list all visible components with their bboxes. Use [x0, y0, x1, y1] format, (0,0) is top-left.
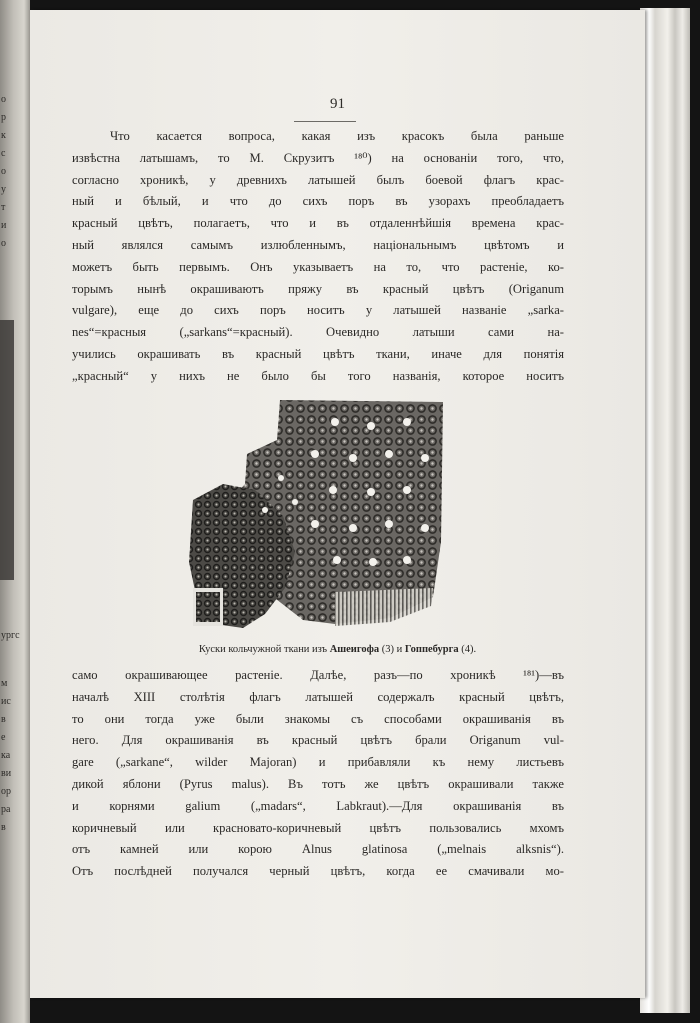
left-page-text-fragment: о — [1, 166, 6, 177]
fabric-fringe — [335, 588, 433, 626]
text-line: „красный“ у нихъ не было бы того названія, которое носитъ — [72, 368, 564, 383]
caption-place-1: Ашеигофа — [329, 644, 380, 655]
left-page-text-fragment: в — [1, 714, 6, 725]
left-page-text-fragment: к — [1, 130, 6, 141]
text-line: gare („sarkane“, wilder Majoran) и прибавляли къ нему листьевъ — [72, 755, 564, 770]
text-line: и корнями galium („madars“, Labkraut).—Для окрашиванія въ — [72, 798, 564, 813]
text-line: красный цвѣтъ, полагаетъ, что и въ отдаленнѣйшія времена крас- — [72, 216, 564, 231]
left-page-text-fragment: с — [1, 148, 6, 159]
text-line: отъ камней или корою Alnus glatinosa („melnais alksnis“). — [72, 842, 564, 857]
left-page-text-fragment: ургс — [1, 630, 20, 641]
small-fragment-inset — [193, 588, 223, 626]
mail-fabric-illustration — [185, 392, 447, 634]
left-page-text-fragment: в — [1, 822, 6, 833]
text-line: учились окрашивать въ красный цвѣтъ ткани, иначе для понятія — [72, 346, 564, 361]
text-line: само окрашивающее растеніе. Далѣе, разъ—по хроникѣ ¹⁸¹)—въ — [72, 668, 564, 682]
text-line: можетъ быть первымъ. Онъ указываетъ на то, что растеніе, ко- — [72, 259, 564, 274]
left-page-text-fragment: р — [1, 112, 6, 123]
left-page-text-fragment: и — [1, 220, 7, 231]
text-line: него. Для окрашиванія въ красный цвѣтъ брали Origanum vul- — [72, 733, 564, 748]
caption-text: (4). — [458, 644, 477, 655]
left-page-text-fragment: т — [1, 202, 6, 213]
left-page-text-fragment: е — [1, 732, 6, 743]
text-line: согласно хроникѣ, у древнихъ латышей былъ боевой флагъ крас- — [72, 172, 564, 187]
caption-place-2: Гоппебурга — [404, 644, 459, 655]
textile-figure — [185, 392, 447, 634]
caption-text: (3) и — [379, 644, 405, 655]
text-line: Что касается вопроса, какая изъ красокъ была раньше — [110, 129, 564, 143]
left-page-text-fragment: ка — [1, 750, 11, 761]
text-line: то они тогда уже были знакомы съ способами окрашиванія въ — [72, 711, 564, 726]
paragraph-2 — [72, 665, 564, 883]
paragraph-1 — [72, 126, 564, 388]
stacked-page-edges — [640, 8, 690, 1013]
left-page-text-fragment: ви — [1, 768, 12, 779]
left-page-text-fragment: ор — [1, 786, 11, 797]
left-page-text-fragment: ис — [1, 696, 11, 707]
text-line: nes“=красныя („sarkans“=красный). Очевидно латыши сами на- — [72, 325, 564, 340]
left-facing-page-edge — [0, 0, 30, 1023]
left-page-text-fragment: о — [1, 94, 6, 105]
text-line: извѣстна латышамъ, то М. Скрузитъ ¹⁸⁰) на основаніи того, что, — [72, 150, 564, 165]
page-number-rule — [294, 121, 356, 122]
text-line: дикой яблони (Pyrus malus). Въ тотъ же цвѣтъ окрашивали также — [72, 776, 564, 791]
left-page-text-fragment: ра — [1, 804, 11, 815]
text-line: торымъ нынѣ окрашиваютъ пряжу въ красный цвѣтъ (Origanum — [72, 281, 564, 296]
left-page-text-fragment: о — [1, 238, 6, 249]
text-line: началѣ XIII столѣтія флагъ латышей содержалъ красный цвѣтъ, — [72, 689, 564, 704]
page-number: 91 — [330, 96, 345, 112]
text-line: коричневый или красновато-коричневый цвѣтъ пользовались мхомъ — [72, 820, 564, 835]
text-line: ный являлся самымъ излюбленнымъ, національнымъ цвѣтомъ и — [72, 237, 564, 252]
caption-text: Куски кольчужной ткани изъ — [198, 644, 330, 655]
left-page-text-fragment: у — [1, 184, 6, 195]
left-page-image-fragment — [0, 320, 14, 580]
left-page-text-fragment: м — [1, 678, 8, 689]
figure-caption — [30, 644, 645, 655]
book-page — [30, 10, 645, 998]
text-line: Отъ послѣдней получался черный цвѣтъ, когда ее смачивали мо- — [72, 864, 564, 879]
text-line: vulgare), еще до сихъ поръ носитъ у латышей названіе „sarka- — [72, 303, 564, 318]
text-line: ный и бѣлый, и что до сихъ поръ въ узорахъ преобладаетъ — [72, 194, 564, 209]
